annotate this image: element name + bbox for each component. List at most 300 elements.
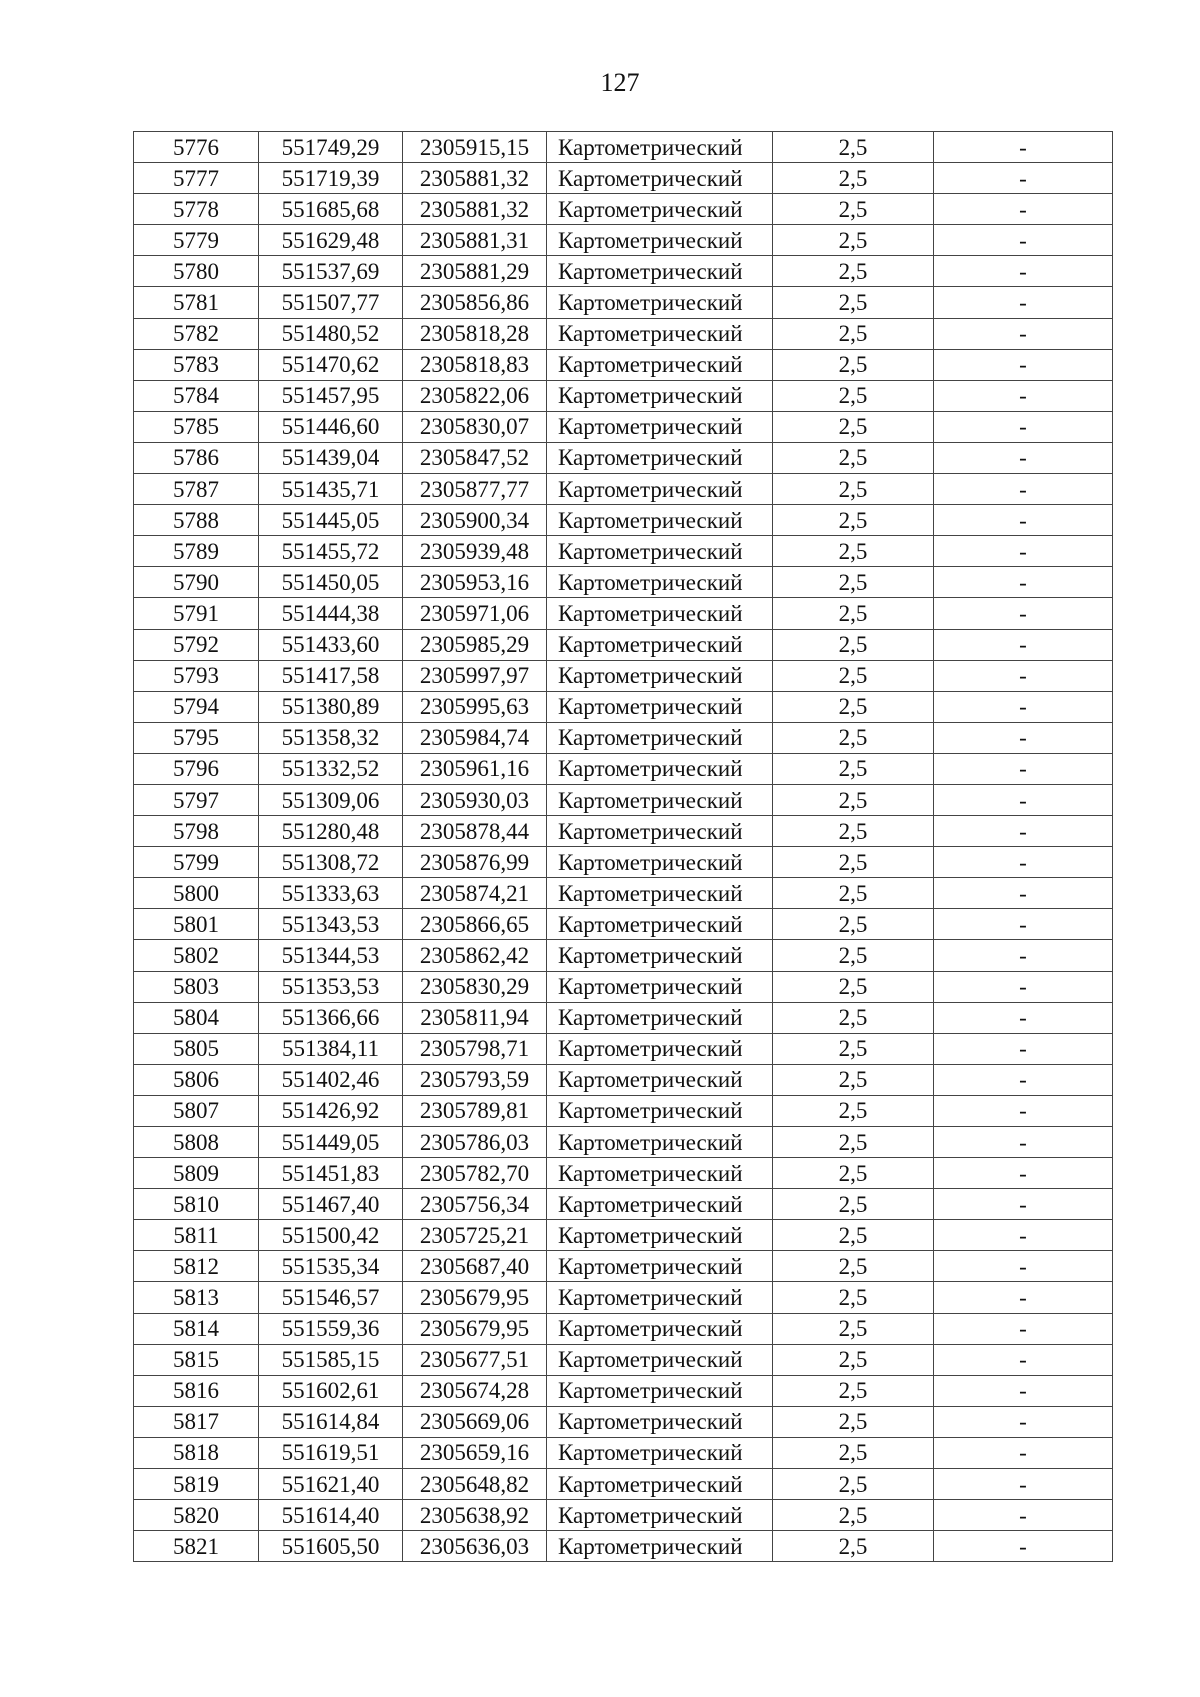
method-cell: Картометрический xyxy=(547,971,773,1002)
method-cell: Картометрический xyxy=(547,505,773,536)
method-cell: Картометрический xyxy=(547,1220,773,1251)
description-cell: - xyxy=(934,847,1113,878)
description-cell: - xyxy=(934,256,1113,287)
method-cell: Картометрический xyxy=(547,132,773,163)
accuracy-cell: 2,5 xyxy=(773,1375,934,1406)
method-cell: Картометрический xyxy=(547,1344,773,1375)
x-coordinate-cell: 551344,53 xyxy=(259,940,403,971)
accuracy-cell: 2,5 xyxy=(773,1064,934,1095)
method-cell: Картометрический xyxy=(547,1127,773,1158)
point-number-cell: 5778 xyxy=(134,194,259,225)
y-coordinate-cell: 2305915,15 xyxy=(403,132,547,163)
point-number-cell: 5814 xyxy=(134,1313,259,1344)
accuracy-cell: 2,5 xyxy=(773,287,934,318)
y-coordinate-cell: 2305793,59 xyxy=(403,1064,547,1095)
method-cell: Картометрический xyxy=(547,380,773,411)
description-cell: - xyxy=(934,567,1113,598)
method-cell: Картометрический xyxy=(547,598,773,629)
y-coordinate-cell: 2305939,48 xyxy=(403,536,547,567)
accuracy-cell: 2,5 xyxy=(773,629,934,660)
description-cell: - xyxy=(934,1469,1113,1500)
x-coordinate-cell: 551749,29 xyxy=(259,132,403,163)
x-coordinate-cell: 551537,69 xyxy=(259,256,403,287)
method-cell: Картометрический xyxy=(547,909,773,940)
point-number-cell: 5783 xyxy=(134,349,259,380)
y-coordinate-cell: 2305847,52 xyxy=(403,442,547,473)
accuracy-cell: 2,5 xyxy=(773,1282,934,1313)
accuracy-cell: 2,5 xyxy=(773,1095,934,1126)
accuracy-cell: 2,5 xyxy=(773,971,934,1002)
x-coordinate-cell: 551614,40 xyxy=(259,1500,403,1531)
description-cell: - xyxy=(934,784,1113,815)
table-row xyxy=(134,1220,1113,1251)
x-coordinate-cell: 551500,42 xyxy=(259,1220,403,1251)
point-number-cell: 5817 xyxy=(134,1406,259,1437)
x-coordinate-cell: 551535,34 xyxy=(259,1251,403,1282)
method-cell: Картометрический xyxy=(547,847,773,878)
x-coordinate-cell: 551433,60 xyxy=(259,629,403,660)
y-coordinate-cell: 2305876,99 xyxy=(403,847,547,878)
method-cell: Картометрический xyxy=(547,287,773,318)
x-coordinate-cell: 551685,68 xyxy=(259,194,403,225)
accuracy-cell: 2,5 xyxy=(773,909,934,940)
table-row xyxy=(134,1500,1113,1531)
y-coordinate-cell: 2305822,06 xyxy=(403,380,547,411)
accuracy-cell: 2,5 xyxy=(773,474,934,505)
x-coordinate-cell: 551358,32 xyxy=(259,722,403,753)
y-coordinate-cell: 2305881,31 xyxy=(403,225,547,256)
coordinates-table-body xyxy=(134,132,1113,1562)
x-coordinate-cell: 551309,06 xyxy=(259,784,403,815)
method-cell: Картометрический xyxy=(547,1406,773,1437)
method-cell: Картометрический xyxy=(547,349,773,380)
point-number-cell: 5816 xyxy=(134,1375,259,1406)
table-row xyxy=(134,194,1113,225)
point-number-cell: 5784 xyxy=(134,380,259,411)
point-number-cell: 5786 xyxy=(134,442,259,473)
coordinates-table xyxy=(133,131,1113,1562)
description-cell: - xyxy=(934,598,1113,629)
y-coordinate-cell: 2305798,71 xyxy=(403,1033,547,1064)
table-row xyxy=(134,1282,1113,1313)
accuracy-cell: 2,5 xyxy=(773,1158,934,1189)
x-coordinate-cell: 551451,83 xyxy=(259,1158,403,1189)
accuracy-cell: 2,5 xyxy=(773,225,934,256)
method-cell: Картометрический xyxy=(547,567,773,598)
description-cell: - xyxy=(934,318,1113,349)
accuracy-cell: 2,5 xyxy=(773,380,934,411)
description-cell: - xyxy=(934,1220,1113,1251)
x-coordinate-cell: 551308,72 xyxy=(259,847,403,878)
point-number-cell: 5780 xyxy=(134,256,259,287)
y-coordinate-cell: 2305997,97 xyxy=(403,660,547,691)
y-coordinate-cell: 2305881,32 xyxy=(403,194,547,225)
method-cell: Картометрический xyxy=(547,225,773,256)
y-coordinate-cell: 2305881,32 xyxy=(403,163,547,194)
y-coordinate-cell: 2305674,28 xyxy=(403,1375,547,1406)
point-number-cell: 5806 xyxy=(134,1064,259,1095)
accuracy-cell: 2,5 xyxy=(773,1531,934,1562)
method-cell: Картометрический xyxy=(547,940,773,971)
description-cell: - xyxy=(934,411,1113,442)
accuracy-cell: 2,5 xyxy=(773,1002,934,1033)
x-coordinate-cell: 551507,77 xyxy=(259,287,403,318)
x-coordinate-cell: 551719,39 xyxy=(259,163,403,194)
y-coordinate-cell: 2305961,16 xyxy=(403,753,547,784)
y-coordinate-cell: 2305984,74 xyxy=(403,722,547,753)
x-coordinate-cell: 551546,57 xyxy=(259,1282,403,1313)
accuracy-cell: 2,5 xyxy=(773,1251,934,1282)
method-cell: Картометрический xyxy=(547,1064,773,1095)
accuracy-cell: 2,5 xyxy=(773,349,934,380)
point-number-cell: 5815 xyxy=(134,1344,259,1375)
accuracy-cell: 2,5 xyxy=(773,1500,934,1531)
point-number-cell: 5810 xyxy=(134,1189,259,1220)
description-cell: - xyxy=(934,1002,1113,1033)
table-row xyxy=(134,349,1113,380)
x-coordinate-cell: 551467,40 xyxy=(259,1189,403,1220)
point-number-cell: 5792 xyxy=(134,629,259,660)
x-coordinate-cell: 551343,53 xyxy=(259,909,403,940)
description-cell: - xyxy=(934,660,1113,691)
table-row xyxy=(134,1344,1113,1375)
description-cell: - xyxy=(934,1282,1113,1313)
description-cell: - xyxy=(934,1189,1113,1220)
table-row xyxy=(134,536,1113,567)
point-number-cell: 5788 xyxy=(134,505,259,536)
table-row xyxy=(134,411,1113,442)
table-row xyxy=(134,1251,1113,1282)
x-coordinate-cell: 551585,15 xyxy=(259,1344,403,1375)
x-coordinate-cell: 551450,05 xyxy=(259,567,403,598)
method-cell: Картометрический xyxy=(547,1158,773,1189)
description-cell: - xyxy=(934,1158,1113,1189)
method-cell: Картометрический xyxy=(547,1251,773,1282)
description-cell: - xyxy=(934,722,1113,753)
method-cell: Картометрический xyxy=(547,1033,773,1064)
y-coordinate-cell: 2305659,16 xyxy=(403,1437,547,1468)
method-cell: Картометрический xyxy=(547,753,773,784)
y-coordinate-cell: 2305669,06 xyxy=(403,1406,547,1437)
point-number-cell: 5807 xyxy=(134,1095,259,1126)
y-coordinate-cell: 2305725,21 xyxy=(403,1220,547,1251)
point-number-cell: 5789 xyxy=(134,536,259,567)
table-row xyxy=(134,909,1113,940)
description-cell: - xyxy=(934,1375,1113,1406)
x-coordinate-cell: 551426,92 xyxy=(259,1095,403,1126)
x-coordinate-cell: 551559,36 xyxy=(259,1313,403,1344)
accuracy-cell: 2,5 xyxy=(773,753,934,784)
y-coordinate-cell: 2305756,34 xyxy=(403,1189,547,1220)
point-number-cell: 5776 xyxy=(134,132,259,163)
table-row xyxy=(134,784,1113,815)
table-row xyxy=(134,505,1113,536)
y-coordinate-cell: 2305789,81 xyxy=(403,1095,547,1126)
method-cell: Картометрический xyxy=(547,163,773,194)
x-coordinate-cell: 551446,60 xyxy=(259,411,403,442)
y-coordinate-cell: 2305953,16 xyxy=(403,567,547,598)
table-row xyxy=(134,1531,1113,1562)
description-cell: - xyxy=(934,163,1113,194)
accuracy-cell: 2,5 xyxy=(773,442,934,473)
point-number-cell: 5819 xyxy=(134,1469,259,1500)
x-coordinate-cell: 551384,11 xyxy=(259,1033,403,1064)
point-number-cell: 5808 xyxy=(134,1127,259,1158)
description-cell: - xyxy=(934,505,1113,536)
description-cell: - xyxy=(934,1033,1113,1064)
x-coordinate-cell: 551449,05 xyxy=(259,1127,403,1158)
table-row xyxy=(134,225,1113,256)
table-row xyxy=(134,660,1113,691)
y-coordinate-cell: 2305830,29 xyxy=(403,971,547,1002)
table-row xyxy=(134,940,1113,971)
x-coordinate-cell: 551470,62 xyxy=(259,349,403,380)
x-coordinate-cell: 551435,71 xyxy=(259,474,403,505)
accuracy-cell: 2,5 xyxy=(773,660,934,691)
table-row xyxy=(134,1064,1113,1095)
accuracy-cell: 2,5 xyxy=(773,1344,934,1375)
point-number-cell: 5787 xyxy=(134,474,259,505)
accuracy-cell: 2,5 xyxy=(773,816,934,847)
x-coordinate-cell: 551417,58 xyxy=(259,660,403,691)
method-cell: Картометрический xyxy=(547,1437,773,1468)
accuracy-cell: 2,5 xyxy=(773,878,934,909)
y-coordinate-cell: 2305985,29 xyxy=(403,629,547,660)
description-cell: - xyxy=(934,1095,1113,1126)
accuracy-cell: 2,5 xyxy=(773,1033,934,1064)
y-coordinate-cell: 2305786,03 xyxy=(403,1127,547,1158)
table-row xyxy=(134,1437,1113,1468)
method-cell: Картометрический xyxy=(547,660,773,691)
accuracy-cell: 2,5 xyxy=(773,847,934,878)
method-cell: Картометрический xyxy=(547,816,773,847)
table-row xyxy=(134,598,1113,629)
accuracy-cell: 2,5 xyxy=(773,1220,934,1251)
table-row xyxy=(134,132,1113,163)
method-cell: Картометрический xyxy=(547,1500,773,1531)
method-cell: Картометрический xyxy=(547,878,773,909)
accuracy-cell: 2,5 xyxy=(773,256,934,287)
description-cell: - xyxy=(934,380,1113,411)
point-number-cell: 5809 xyxy=(134,1158,259,1189)
description-cell: - xyxy=(934,629,1113,660)
x-coordinate-cell: 551445,05 xyxy=(259,505,403,536)
accuracy-cell: 2,5 xyxy=(773,691,934,722)
y-coordinate-cell: 2305677,51 xyxy=(403,1344,547,1375)
x-coordinate-cell: 551614,84 xyxy=(259,1406,403,1437)
y-coordinate-cell: 2305782,70 xyxy=(403,1158,547,1189)
point-number-cell: 5777 xyxy=(134,163,259,194)
y-coordinate-cell: 2305874,21 xyxy=(403,878,547,909)
point-number-cell: 5820 xyxy=(134,1500,259,1531)
description-cell: - xyxy=(934,1127,1113,1158)
method-cell: Картометрический xyxy=(547,691,773,722)
y-coordinate-cell: 2305930,03 xyxy=(403,784,547,815)
table-row xyxy=(134,1095,1113,1126)
page-number: 127 xyxy=(600,68,640,97)
point-number-cell: 5803 xyxy=(134,971,259,1002)
method-cell: Картометрический xyxy=(547,784,773,815)
y-coordinate-cell: 2305995,63 xyxy=(403,691,547,722)
y-coordinate-cell: 2305877,77 xyxy=(403,474,547,505)
point-number-cell: 5781 xyxy=(134,287,259,318)
y-coordinate-cell: 2305881,29 xyxy=(403,256,547,287)
table-row xyxy=(134,691,1113,722)
table-row xyxy=(134,380,1113,411)
accuracy-cell: 2,5 xyxy=(773,1469,934,1500)
point-number-cell: 5805 xyxy=(134,1033,259,1064)
x-coordinate-cell: 551621,40 xyxy=(259,1469,403,1500)
accuracy-cell: 2,5 xyxy=(773,598,934,629)
accuracy-cell: 2,5 xyxy=(773,163,934,194)
point-number-cell: 5798 xyxy=(134,816,259,847)
x-coordinate-cell: 551380,89 xyxy=(259,691,403,722)
y-coordinate-cell: 2305866,65 xyxy=(403,909,547,940)
x-coordinate-cell: 551444,38 xyxy=(259,598,403,629)
point-number-cell: 5818 xyxy=(134,1437,259,1468)
description-cell: - xyxy=(934,909,1113,940)
description-cell: - xyxy=(934,1437,1113,1468)
accuracy-cell: 2,5 xyxy=(773,505,934,536)
table-row xyxy=(134,971,1113,1002)
method-cell: Картометрический xyxy=(547,411,773,442)
description-cell: - xyxy=(934,878,1113,909)
method-cell: Картометрический xyxy=(547,474,773,505)
y-coordinate-cell: 2305638,92 xyxy=(403,1500,547,1531)
y-coordinate-cell: 2305862,42 xyxy=(403,940,547,971)
point-number-cell: 5796 xyxy=(134,753,259,784)
y-coordinate-cell: 2305811,94 xyxy=(403,1002,547,1033)
accuracy-cell: 2,5 xyxy=(773,1437,934,1468)
point-number-cell: 5801 xyxy=(134,909,259,940)
x-coordinate-cell: 551366,66 xyxy=(259,1002,403,1033)
y-coordinate-cell: 2305818,28 xyxy=(403,318,547,349)
x-coordinate-cell: 551619,51 xyxy=(259,1437,403,1468)
description-cell: - xyxy=(934,536,1113,567)
method-cell: Картометрический xyxy=(547,318,773,349)
point-number-cell: 5779 xyxy=(134,225,259,256)
point-number-cell: 5794 xyxy=(134,691,259,722)
y-coordinate-cell: 2305900,34 xyxy=(403,505,547,536)
point-number-cell: 5802 xyxy=(134,940,259,971)
x-coordinate-cell: 551455,72 xyxy=(259,536,403,567)
accuracy-cell: 2,5 xyxy=(773,411,934,442)
description-cell: - xyxy=(934,1251,1113,1282)
method-cell: Картометрический xyxy=(547,1375,773,1406)
description-cell: - xyxy=(934,132,1113,163)
point-number-cell: 5799 xyxy=(134,847,259,878)
table-row xyxy=(134,474,1113,505)
point-number-cell: 5790 xyxy=(134,567,259,598)
table-row xyxy=(134,163,1113,194)
accuracy-cell: 2,5 xyxy=(773,194,934,225)
y-coordinate-cell: 2305856,86 xyxy=(403,287,547,318)
method-cell: Картометрический xyxy=(547,536,773,567)
method-cell: Картометрический xyxy=(547,1469,773,1500)
description-cell: - xyxy=(934,1064,1113,1095)
table-row xyxy=(134,1406,1113,1437)
description-cell: - xyxy=(934,940,1113,971)
x-coordinate-cell: 551333,63 xyxy=(259,878,403,909)
table-row xyxy=(134,318,1113,349)
y-coordinate-cell: 2305648,82 xyxy=(403,1469,547,1500)
method-cell: Картометрический xyxy=(547,1095,773,1126)
description-cell: - xyxy=(934,442,1113,473)
accuracy-cell: 2,5 xyxy=(773,318,934,349)
table-row xyxy=(134,1189,1113,1220)
table-row xyxy=(134,1127,1113,1158)
accuracy-cell: 2,5 xyxy=(773,1313,934,1344)
point-number-cell: 5793 xyxy=(134,660,259,691)
y-coordinate-cell: 2305636,03 xyxy=(403,1531,547,1562)
point-number-cell: 5795 xyxy=(134,722,259,753)
table-row xyxy=(134,287,1113,318)
description-cell: - xyxy=(934,1531,1113,1562)
description-cell: - xyxy=(934,1500,1113,1531)
description-cell: - xyxy=(934,971,1113,1002)
x-coordinate-cell: 551480,52 xyxy=(259,318,403,349)
x-coordinate-cell: 551402,46 xyxy=(259,1064,403,1095)
method-cell: Картометрический xyxy=(547,1189,773,1220)
accuracy-cell: 2,5 xyxy=(773,1189,934,1220)
point-number-cell: 5804 xyxy=(134,1002,259,1033)
table-row xyxy=(134,847,1113,878)
table-row xyxy=(134,256,1113,287)
point-number-cell: 5797 xyxy=(134,784,259,815)
point-number-cell: 5800 xyxy=(134,878,259,909)
accuracy-cell: 2,5 xyxy=(773,567,934,598)
y-coordinate-cell: 2305830,07 xyxy=(403,411,547,442)
table-row xyxy=(134,878,1113,909)
point-number-cell: 5791 xyxy=(134,598,259,629)
x-coordinate-cell: 551629,48 xyxy=(259,225,403,256)
method-cell: Картометрический xyxy=(547,1282,773,1313)
description-cell: - xyxy=(934,1344,1113,1375)
y-coordinate-cell: 2305971,06 xyxy=(403,598,547,629)
y-coordinate-cell: 2305679,95 xyxy=(403,1282,547,1313)
accuracy-cell: 2,5 xyxy=(773,132,934,163)
accuracy-cell: 2,5 xyxy=(773,1127,934,1158)
method-cell: Картометрический xyxy=(547,629,773,660)
table-row xyxy=(134,1033,1113,1064)
table-row xyxy=(134,1313,1113,1344)
y-coordinate-cell: 2305679,95 xyxy=(403,1313,547,1344)
description-cell: - xyxy=(934,194,1113,225)
method-cell: Картометрический xyxy=(547,1002,773,1033)
accuracy-cell: 2,5 xyxy=(773,1406,934,1437)
description-cell: - xyxy=(934,1406,1113,1437)
point-number-cell: 5785 xyxy=(134,411,259,442)
table-row xyxy=(134,722,1113,753)
y-coordinate-cell: 2305818,83 xyxy=(403,349,547,380)
x-coordinate-cell: 551605,50 xyxy=(259,1531,403,1562)
x-coordinate-cell: 551353,53 xyxy=(259,971,403,1002)
table-row xyxy=(134,753,1113,784)
point-number-cell: 5811 xyxy=(134,1220,259,1251)
x-coordinate-cell: 551280,48 xyxy=(259,816,403,847)
x-coordinate-cell: 551332,52 xyxy=(259,753,403,784)
method-cell: Картометрический xyxy=(547,1531,773,1562)
point-number-cell: 5821 xyxy=(134,1531,259,1562)
description-cell: - xyxy=(934,753,1113,784)
method-cell: Картометрический xyxy=(547,722,773,753)
accuracy-cell: 2,5 xyxy=(773,940,934,971)
x-coordinate-cell: 551602,61 xyxy=(259,1375,403,1406)
method-cell: Картометрический xyxy=(547,256,773,287)
y-coordinate-cell: 2305687,40 xyxy=(403,1251,547,1282)
method-cell: Картометрический xyxy=(547,442,773,473)
point-number-cell: 5813 xyxy=(134,1282,259,1313)
